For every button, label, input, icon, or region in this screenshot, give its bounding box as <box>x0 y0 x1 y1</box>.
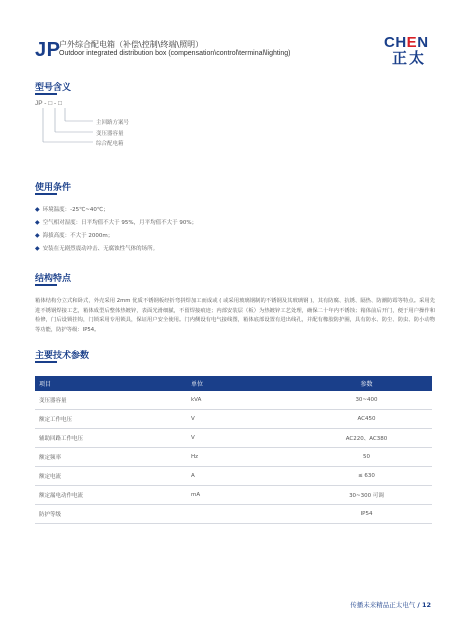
table-cell-value: AC450 <box>301 410 432 429</box>
logo-chinese: 正太 <box>392 49 427 67</box>
diamond-bullet-icon: ◆ <box>35 232 40 239</box>
section-title-conditions: 使用条件 <box>35 183 72 193</box>
table-header-row <box>35 376 432 391</box>
table-row <box>35 391 432 410</box>
table-header-value: 参数 <box>301 376 432 391</box>
table-header-unit: 单位 <box>139 376 301 391</box>
table-cell-unit <box>139 505 301 524</box>
table-cell-unit: A <box>139 467 301 486</box>
diamond-bullet-icon: ◆ <box>35 245 40 252</box>
footer-slogan: 传播未来精品正太电气 <box>350 601 416 609</box>
condition-item <box>35 205 109 213</box>
table-header-item: 项目 <box>35 376 139 391</box>
table-row <box>35 448 432 467</box>
page-number: / 12 <box>417 601 431 609</box>
model-label-capacity: 变压器容量 <box>96 131 124 137</box>
table-cell-value: 50 <box>301 448 432 467</box>
condition-item <box>35 231 113 239</box>
table-row <box>35 486 432 505</box>
table-cell-item: 辅助回路工作电压 <box>35 429 139 448</box>
table-cell-item: 额定工作电压 <box>35 410 139 429</box>
table-cell-item: 额定漏电动作电流 <box>35 486 139 505</box>
condition-item <box>35 218 197 226</box>
table-cell-unit: mA <box>139 486 301 505</box>
logo-text-suffix: N <box>417 34 429 51</box>
logo-text-prefix: CH <box>384 34 407 51</box>
product-title-en: Outdoor integrated distribution box (compensation\control\terminal\lighting) <box>59 50 291 57</box>
condition-text: 环境温度：-25℃~40℃； <box>42 207 109 213</box>
table-row <box>35 429 432 448</box>
page-footer <box>350 600 431 609</box>
section-underline <box>35 361 57 363</box>
section-underline <box>35 284 57 286</box>
condition-text: 安装在无剧烈震动冲击、无腐蚀性气体的场所。 <box>42 246 159 252</box>
model-code: JP - □ - □ <box>35 100 62 107</box>
section-title-structure: 结构特点 <box>35 274 72 284</box>
table-cell-unit: Hz <box>139 448 301 467</box>
diamond-bullet-icon: ◆ <box>35 219 40 226</box>
condition-text: 海拔高度：不大于 2000m； <box>42 233 114 239</box>
table-cell-value: 30~400 <box>301 391 432 410</box>
section-underline <box>35 193 57 195</box>
table-cell-item: 变压器容量 <box>35 391 139 410</box>
table-cell-item: 防护等级 <box>35 505 139 524</box>
model-label-scheme: 主回路方案号 <box>96 120 130 126</box>
model-label-box: 综合配电箱 <box>96 141 124 147</box>
table-row <box>35 505 432 524</box>
table-cell-unit: V <box>139 410 301 429</box>
structure-paragraph: 箱体结构分立式和卧式，外壳采用 2mm 优质不锈钢板经折弯拼焊加工而成或 ( 或采用玻璃钢制的不锈钢及其玻璃钢 )，其有防腐、抗锈、隔热、防潮防霉等特点。采用先进不锈钢焊接工艺，箱体成型后整体热镀锌，表面光滑细腻，不留焊接痕迹；内部安装层（板）为热镀锌工艺处理，确保二十年内不锈蚀；箱体前后开门，便于用户操作和检修，门后设锁挂钩，门锁采用专用锁具，保证用户安全使用。门内侧设有电气接线图，箱体底部设置有进出线孔，并配有橡胶防护圈，具有防水、防尘、防虫、防小动物等功能，防护等级：IP54。 <box>35 298 435 333</box>
table-cell-unit: V <box>139 429 301 448</box>
section-title-params: 主要技术参数 <box>35 351 90 361</box>
diamond-bullet-icon: ◆ <box>35 206 40 213</box>
table-cell-item: 额定频率 <box>35 448 139 467</box>
product-code: JP <box>35 39 61 61</box>
brand-logo <box>384 35 434 67</box>
logo-wordmark <box>384 35 434 50</box>
table-cell-value: 30~300 可调 <box>301 486 432 505</box>
logo-text-accent: E <box>406 34 418 51</box>
condition-text: 空气相对湿度：日平均值不大于 95%，月平均值不大于 90%； <box>42 220 198 226</box>
table-row <box>35 410 432 429</box>
table-cell-value: ≤ 630 <box>301 467 432 486</box>
table-cell-value: AC220、AC380 <box>301 429 432 448</box>
condition-item <box>35 244 158 252</box>
product-title-cn: 户外综合配电箱（补偿\控制\终端\照明） <box>59 40 204 49</box>
table-cell-value: IP54 <box>301 505 432 524</box>
params-table <box>35 376 432 524</box>
section-title-model: 型号含义 <box>35 83 72 93</box>
table-cell-item: 额定电流 <box>35 467 139 486</box>
section-underline <box>35 93 57 95</box>
table-row <box>35 467 432 486</box>
table-cell-unit: kVA <box>139 391 301 410</box>
